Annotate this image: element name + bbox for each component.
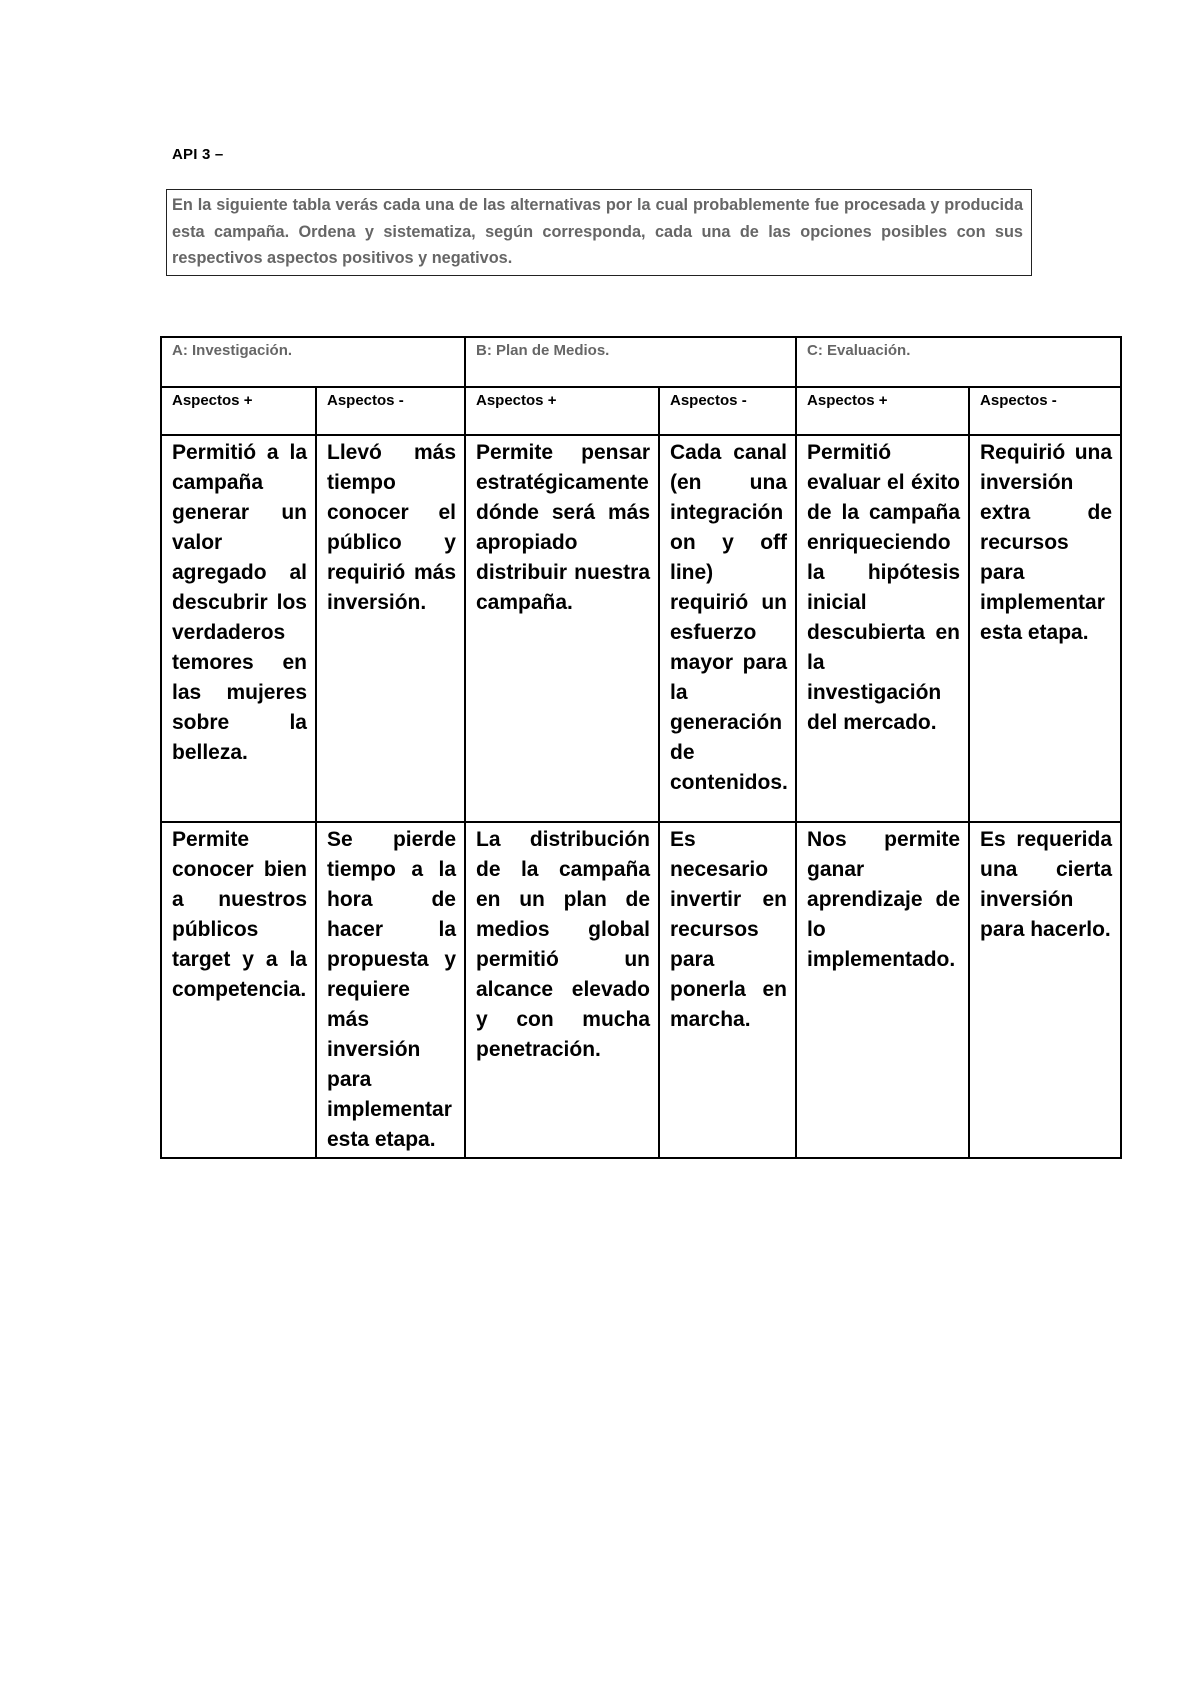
subheader-positive: Aspectos + (161, 387, 316, 435)
table-cell: Es requerida una cierta inversión para hacerlo. (969, 822, 1121, 1158)
table-cell: Es necesario invertir en recursos para ponerla en marcha. (659, 822, 796, 1158)
subheader-row (161, 387, 1121, 435)
category-header-evaluacion: C: Evaluación. (796, 337, 1121, 387)
table-cell: Se pierde tiempo a la hora de hacer la propuesta y requiere más inversión para implementar esta etapa. (316, 822, 465, 1158)
table-cell: Requirió una inversión extra de recursos para implementar esta etapa. (969, 435, 1121, 822)
table-cell: Permite pensar estratégicamente dónde será más apropiado distribuir nuestra campaña. (465, 435, 659, 822)
alternatives-table (160, 336, 1122, 1159)
table-row (161, 435, 1121, 822)
subheader-positive: Aspectos + (796, 387, 969, 435)
category-header-investigacion: A: Investigación. (161, 337, 465, 387)
subheader-negative: Aspectos - (969, 387, 1121, 435)
table-cell: Llevó más tiempo conocer el público y requirió más inversión. (316, 435, 465, 822)
table-cell: Nos permite ganar aprendizaje de lo implementado. (796, 822, 969, 1158)
page-title: API 3 – (172, 146, 224, 163)
category-row (161, 337, 1121, 387)
table-cell: Permitió a la campaña generar un valor agregado al descubrir los verdaderos temores en las mujeres sobre la belleza. (161, 435, 316, 822)
subheader-negative: Aspectos - (659, 387, 796, 435)
subheader-negative: Aspectos - (316, 387, 465, 435)
table-cell: Cada canal (en una integración on y off line) requirió un esfuerzo mayor para la generación de contenidos. (659, 435, 796, 822)
table-cell: Permitió evaluar el éxito de la campaña enriqueciendo la hipótesis inicial descubierta en la investigación del mercado. (796, 435, 969, 822)
table-row (161, 822, 1121, 1158)
table-cell: La distribución de la campaña en un plan de medios global permitió un alcance elevado y con mucha penetración. (465, 822, 659, 1158)
category-header-plan-de-medios: B: Plan de Medios. (465, 337, 796, 387)
instructions-box: En la siguiente tabla verás cada una de las alternativas por la cual probablemente fue procesada y producida esta campaña. Ordena y sistematiza, según corresponda, cada una de las opciones posibles con sus respectivos aspectos positivos y negativos. (166, 189, 1032, 276)
table-cell: Permite conocer bien a nuestros públicos target y a la competencia. (161, 822, 316, 1158)
subheader-positive: Aspectos + (465, 387, 659, 435)
